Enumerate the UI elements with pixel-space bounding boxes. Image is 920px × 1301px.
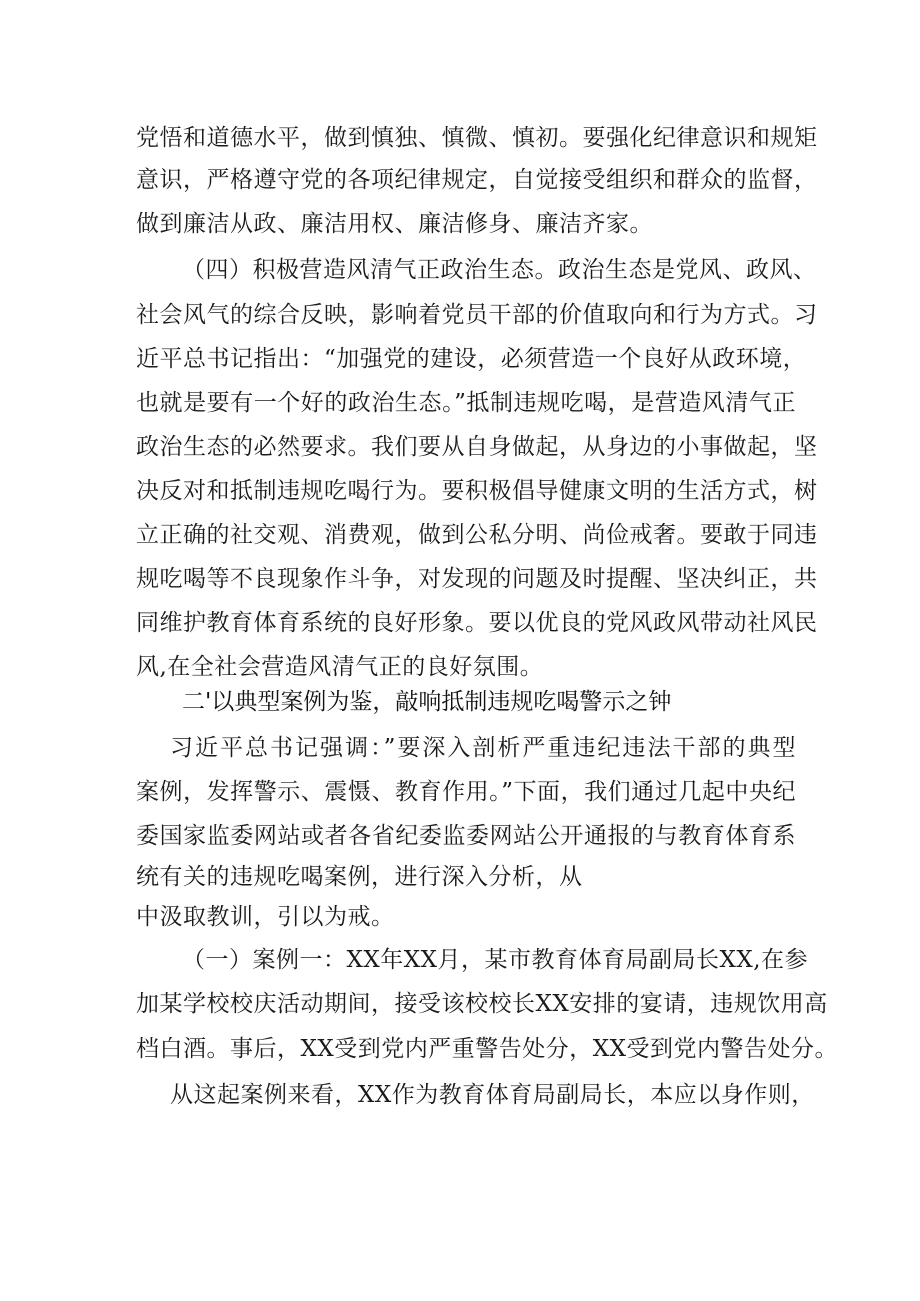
paragraph-line: 意识，严格遵守党的各项纪律规定，自觉接受组织和群众的监督，: [136, 167, 818, 193]
paragraph-line: 近平总书记指出：“加强党的建设，必须营造一个良好从政环境，: [136, 346, 807, 372]
paragraph-line: 社会风气的综合反映，影响着党员干部的价值取向和行为方式。习: [136, 302, 818, 328]
paragraph-line: 同维护教育体育系统的良好形象。要以优良的党风政风带动社风民: [136, 610, 818, 636]
paragraph-line: 加某学校校庆活动期间，接受该校校长XX安排的宴请，违规饮用高: [136, 991, 828, 1017]
paragraph-line: 政治生态的必然要求。我们要从自身做起，从身边的小事做起，坚: [136, 434, 818, 460]
paragraph-line: （四）积极营造风清气正政治生态。政治生态是党风、政风、: [182, 257, 817, 283]
paragraph-line: 统有关的违规吃喝案例，进行深入分析，从: [136, 864, 583, 890]
paragraph-line: 档白酒。事后，XX受到党内严重警告处分，XX受到党内警告处分。: [136, 1036, 838, 1062]
paragraph-line: 决反对和抵制违规吃喝行为。要积极倡导健康文明的生活方式，树: [136, 478, 818, 504]
paragraph-line: 习近平总书记强调：”要深入剖析严重违纪违法干部的典型: [170, 735, 796, 761]
paragraph-line: 做到廉洁从政、廉洁用权、廉洁修身、廉洁齐家。: [136, 211, 653, 237]
paragraph-line: 也就是要有一个好的政治生态。”抵制违规吃喝，是营造风清气正: [136, 390, 796, 416]
paragraph-line: 从这起案例来看，XX作为教育体育局副局长，本应以身作则，: [170, 1082, 815, 1108]
paragraph-line: 风,在全社会营造风清气正的良好氛围。: [136, 654, 544, 680]
paragraph-line: 党悟和道德水平，做到慎独、慎微、慎初。要强化纪律意识和规矩: [136, 125, 818, 151]
paragraph-line: 委国家监委网站或者各省纪委监委网站公开通报的与教育体育系: [136, 823, 796, 849]
paragraph-line: 规吃喝等不良现象作斗争，对发现的问题及时提醒、坚决纠正，共: [136, 566, 818, 592]
paragraph-line: 中汲取教训，引以为戒。: [136, 904, 395, 930]
paragraph-line: 案例，发挥警示、震慑、教育作用。”下面，我们通过几起中央纪: [136, 779, 796, 805]
paragraph-line: （一）案例一：XX年XX月，某市教育体育局副局长XX,在参: [182, 947, 809, 973]
section-heading: 二'以典型案例为鉴，敲响抵制违规吃喝警示之钟: [182, 689, 672, 715]
paragraph-line: 立正确的社交观、消费观，做到公私分明、尚俭戒奢。要敢于同违: [136, 522, 818, 548]
